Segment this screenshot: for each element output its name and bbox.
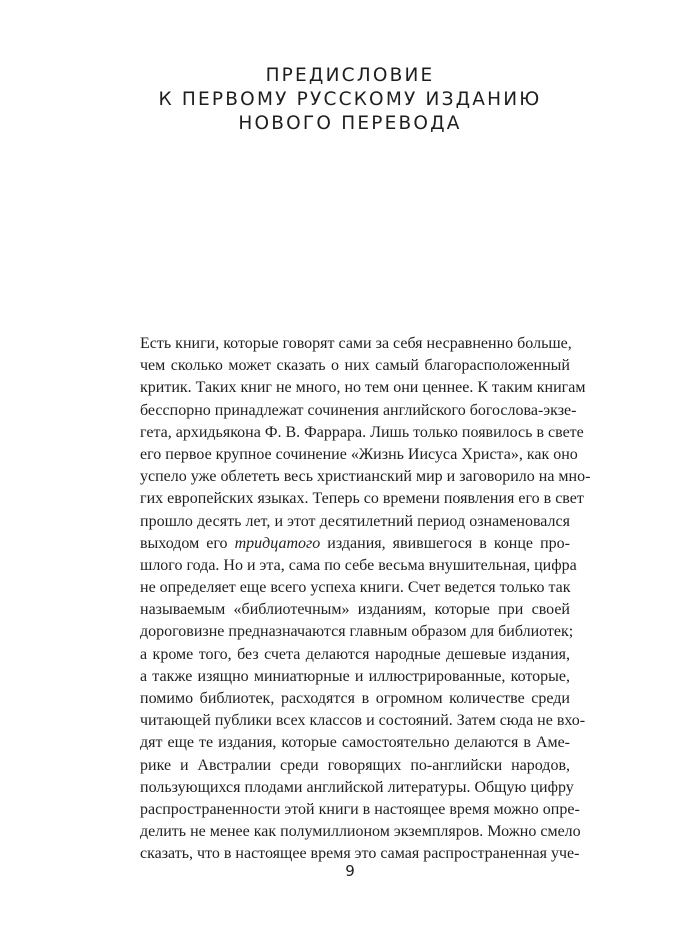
text-line: пользующихся плодами английской литературы. Общую цифру [140,778,574,796]
text-line: гих европейских языках. Теперь со времени появления его в свет [140,490,584,508]
text-line: распространенности этой книги в настоящее время можно опре- [140,800,580,818]
text-line: читающей публики всех классов и состояний. Затем сюда не вхо- [140,712,586,730]
text-line: гета, архидьякона Ф. В. Фаррара. Лишь только появилось в свете [140,423,584,441]
text-line: делить не менее как полумиллионом экземпляров. Можно смело [140,823,581,841]
text-line: чем сколько может сказать о них самый благорасположенный [140,357,570,375]
text-line: называемым «библиотечным» изданиям, которые при своей [140,601,570,619]
text-segment: издания, явившегося в конце про- [320,534,570,552]
heading-line-1: ПРЕДИСЛОВИЕ [265,65,435,86]
page-number: 9 [345,862,355,880]
text-line: бесспорно принадлежат сочинения английского богослова-экзе- [140,401,577,419]
chapter-heading [0,64,700,136]
text-line: не определяет еще всего успеха книги. Счет ведется только так [140,579,571,597]
text-line: Есть книги, которые говорят сами за себя несравненно больше, [140,335,572,352]
text-line: шлого года. Но и эта, сама по себе весьма внушительная, цифра [140,556,577,574]
text-line [140,533,570,555]
text-segment: выходом его [140,534,235,552]
text-line: его первое крупное сочинение «Жизнь Иисуса Христа», как оно [140,445,578,463]
text-line: а также изящно миниатюрные и иллюстрированные, которые, [140,667,570,685]
text-line: сказать, что в настоящее время это самая распространенная уче- [140,845,580,863]
body-paragraph [140,333,591,866]
text-line: рике и Австралии среди говорящих по-английски народов, [140,756,570,774]
text-line: дят еще те издания, которые самостоятельно делаются в Аме- [140,734,570,752]
italic-word: тридцатого [234,534,321,552]
text-line: а кроме того, без счета делаются народные дешевые издания, [140,645,570,663]
text-line: помимо библиотек, расходятся в огромном количестве среди [140,690,570,707]
text-line: прошло десять лет, и этот десятилетний период ознаменовался [140,512,570,530]
text-line: критик. Таких книг не много, но тем они ценнее. К таким книгам [140,379,586,397]
text-line: дороговизне предназначаются главным образом для библиотек; [140,623,574,641]
text-line: успело уже облететь весь христианский мир и заговорило на мно- [140,468,591,486]
heading-line-2: К ПЕРВОМУ РУССКОМУ ИЗДАНИЮ [158,89,542,110]
heading-line-3: НОВОГО ПЕРЕВОДА [238,113,462,134]
